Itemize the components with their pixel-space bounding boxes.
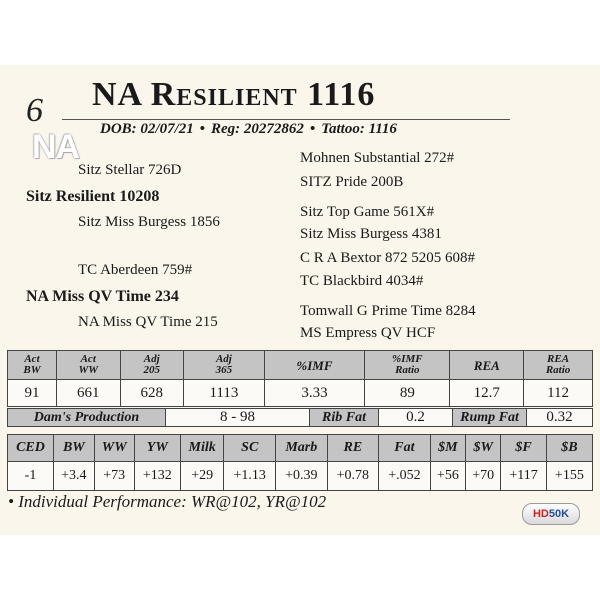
epd-header-fat: Fat [379, 435, 431, 462]
epd-value-dollar-f: +117 [501, 462, 546, 491]
header-act-ww: Act WW [56, 351, 120, 380]
dams-production-label: Dam's Production [8, 409, 166, 427]
epd-value-yw: +132 [134, 462, 180, 491]
epd-header-marb: Marb [276, 435, 328, 462]
epd-header-dollar-b: $B [546, 435, 592, 462]
rib-fat-value: 0.2 [379, 409, 453, 427]
epd-value-dollar-b: +155 [546, 462, 592, 491]
pedigree-dam-dam-sire: Tomwall G Prime Time 8284 [300, 303, 476, 319]
epd-header-re: RE [327, 435, 379, 462]
pedigree-dam-dam: NA Miss QV Time 215 [78, 314, 218, 330]
epd-value-ww: +73 [94, 462, 134, 491]
pedigree-dam-dam-dam: MS Empress QV HCF [300, 325, 436, 341]
pedigree-sire-dam: Sitz Miss Burgess 1856 [78, 214, 220, 230]
epd-header-dollar-m: $M [430, 435, 465, 462]
hd50k-badge-hd: HD [532, 508, 549, 520]
epd-header-row [8, 435, 593, 462]
value-act-bw: 91 [8, 380, 57, 407]
value-act-ww: 661 [56, 380, 120, 407]
pedigree-dam-sire-dam: TC Blackbird 4034# [300, 273, 424, 289]
epd-value-row [8, 462, 593, 491]
hd50k-badge [522, 503, 580, 525]
value-imf-ratio: 89 [365, 380, 450, 407]
epd-header-sc: SC [224, 435, 276, 462]
epd-value-fat: +.052 [379, 462, 431, 491]
header-adj-205: Adj 205 [120, 351, 184, 380]
rib-fat-label: Rib Fat [310, 409, 379, 427]
rump-fat-value: 0.32 [527, 409, 593, 427]
epd-value-bw: +3.4 [53, 462, 94, 491]
production-row [8, 409, 593, 427]
epd-header-ced: CED [8, 435, 54, 462]
pedigree-sire-dam-dam: Sitz Miss Burgess 4381 [300, 226, 442, 242]
value-rea-ratio: 112 [524, 380, 593, 407]
na-logo: NA [32, 128, 80, 166]
pedigree-dam: NA Miss QV Time 234 [26, 288, 179, 305]
header-imf: %IMF [264, 351, 364, 380]
epd-value-milk: +29 [180, 462, 224, 491]
tattoo: Tattoo: 1116 [321, 121, 397, 137]
production-table [7, 408, 593, 427]
epd-header-milk: Milk [180, 435, 224, 462]
actuals-value-row [8, 380, 593, 407]
animal-title: NA Resilient 1116 [92, 76, 376, 113]
actuals-table [7, 350, 593, 407]
bullet: • [8, 492, 14, 511]
epd-table [7, 434, 593, 491]
epd-value-ced: -1 [8, 462, 54, 491]
epd-header-dollar-f: $F [501, 435, 546, 462]
header-rea-ratio: REA Ratio [524, 351, 593, 380]
bullet-separator: • [199, 121, 206, 137]
epd-value-marb: +0.39 [276, 462, 328, 491]
epd-value-dollar-w: +70 [466, 462, 501, 491]
pedigree-dam-sire: TC Aberdeen 759# [78, 262, 193, 278]
epd-header-yw: YW [134, 435, 180, 462]
pedigree-sire-sire-sire: Mohnen Substantial 272# [300, 150, 455, 166]
dob: DOB: 02/07/21 [100, 121, 194, 137]
header-adj-365: Adj 365 [184, 351, 265, 380]
pedigree-sire: Sitz Resilient 10208 [26, 188, 160, 205]
epd-header-bw: BW [53, 435, 94, 462]
epd-header-dollar-w: $W [466, 435, 501, 462]
animal-info-line [100, 121, 397, 138]
registration: Reg: 20272862 [211, 121, 304, 137]
epd-header-ww: WW [94, 435, 134, 462]
lot-number: 6 [26, 92, 43, 129]
rump-fat-label: Rump Fat [453, 409, 527, 427]
header-act-bw: Act BW [8, 351, 57, 380]
value-rea: 12.7 [450, 380, 524, 407]
individual-performance [8, 492, 326, 512]
individual-performance-text: Individual Performance: WR@102, YR@102 [18, 492, 327, 511]
header-imf-ratio: %IMF Ratio [365, 351, 450, 380]
title-divider [62, 119, 510, 120]
actuals-header-row [8, 351, 593, 380]
bullet-separator: • [309, 121, 316, 137]
value-adj-205: 628 [120, 380, 184, 407]
epd-value-dollar-m: +56 [430, 462, 465, 491]
pedigree-sire-sire: Sitz Stellar 726D [78, 162, 182, 178]
pedigree-sire-dam-sire: Sitz Top Game 561X# [300, 204, 435, 220]
pedigree-dam-sire-sire: C R A Bextor 872 5205 608# [300, 250, 476, 266]
value-imf: 3.33 [264, 380, 364, 407]
epd-value-re: +0.78 [327, 462, 379, 491]
epd-value-sc: +1.13 [224, 462, 276, 491]
value-adj-365: 1113 [184, 380, 265, 407]
header-rea: REA [450, 351, 524, 380]
pedigree-sire-sire-dam: SITZ Pride 200B [300, 174, 404, 190]
hd50k-badge-50k: 50K [548, 508, 570, 520]
dams-production-value: 8 - 98 [166, 409, 310, 427]
